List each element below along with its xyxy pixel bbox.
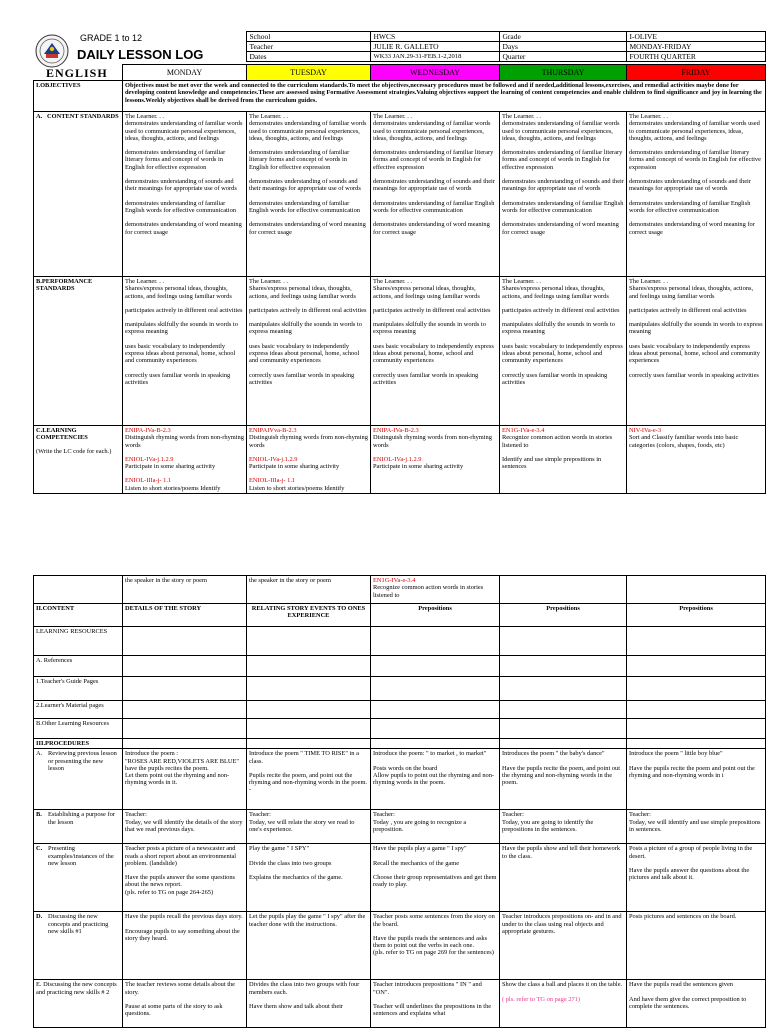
procedure-c-wednesday bbox=[371, 844, 500, 912]
lc-text: Recognize common action words in stories listened to bbox=[502, 434, 613, 449]
learner-text: The Learner. . . bbox=[502, 113, 542, 120]
standard-text: demonstrates understanding of familiar literary forms and concept of words in English for effective expression bbox=[125, 149, 226, 171]
teacher-label: Teacher bbox=[246, 42, 370, 52]
procedure-letter: C. bbox=[36, 845, 43, 853]
procedure-letter: A. bbox=[36, 750, 43, 758]
procedure-text: Teacher posts a picture of a newscaster and reads a short report about an environmental problem. (landslide) bbox=[125, 845, 237, 867]
procedure-title: Presenting examples/instances of the new lesson bbox=[48, 845, 114, 867]
standard-text: demonstrates understanding of sounds and their meanings for appropriate use of words bbox=[249, 178, 361, 193]
standard-text: correctly uses familiar words in speaking activities bbox=[125, 371, 231, 386]
learner-text: The Learner. . . bbox=[373, 278, 413, 285]
lc-code: ENIOL-IIIa-j- 1.1 bbox=[125, 477, 172, 485]
lc-text: Sort and Classify familiar words into basic categories (colors, shapes, foods, etc) bbox=[629, 434, 739, 449]
standard-text: Shares/express personal ideas, thoughts, actions, and feelings using familiar words bbox=[373, 285, 480, 300]
standard-text: correctly uses familiar words in speaking activities bbox=[373, 371, 479, 386]
procedure-text: ( pls. refer to TG on page 271) bbox=[502, 995, 580, 1003]
lc-code: EN1G-IVa-e-3.4 bbox=[502, 427, 545, 434]
content-standards-wednesday bbox=[371, 112, 500, 277]
procedure-text: - bbox=[249, 786, 252, 794]
day-tuesday: TUESDAY bbox=[247, 65, 371, 81]
standard-text: demonstrates understanding of familiar words used to communicate personal experiences, ideas, thoughts, actions, and feelings bbox=[629, 120, 760, 142]
learning-competencies-label bbox=[34, 426, 123, 494]
procedure-e-friday bbox=[627, 980, 766, 1028]
other-resources-label: B.Other Learning Resources bbox=[34, 719, 123, 739]
procedure-text: Posts pictures and sentences on the board. bbox=[629, 913, 737, 921]
procedure-text: Have the pupils recite the poem and point out the rhyming and non-rhyming words in i bbox=[629, 764, 755, 779]
learner-text: The Learner. . . bbox=[125, 113, 165, 120]
content-label: II.CONTENT bbox=[34, 604, 123, 627]
procedure-c-label bbox=[34, 844, 123, 912]
procedure-text: Introduce the poem: " to market , to market" bbox=[373, 750, 487, 758]
procedure-text: Teacher will underlines the prepositions in the sentences and explains what bbox=[373, 1002, 492, 1018]
standard-text: manipulates skilfully the sounds in words to express meaning bbox=[249, 321, 362, 336]
quarter-value: FOURTH QUARTER bbox=[626, 52, 765, 62]
objectives-text: Objectives must be met over the week and connected to the curriculum standards.To meet the objectives,necessary procedures must be followed and if needed,additional lessons,exercises, and remedial activities maybe done for developing content knowledge and competencies.These are assessed using Formative Assessment strategies.Valuing objectives support the learning of content competencies and enable children to find significance and joy in learning the lessons.Weekly objectives shall be derived from the curriculum guides. bbox=[123, 81, 766, 112]
procedure-letter: B. bbox=[36, 811, 42, 819]
procedure-b-friday bbox=[627, 810, 766, 844]
procedure-text: Have the pupils play a game " I spy" bbox=[373, 845, 467, 853]
procedure-text: Today, we will relate the story we read to one's experience. bbox=[249, 818, 355, 833]
learning-competencies-title: C.LEARNING COMPETENCIES bbox=[36, 427, 88, 442]
procedure-text: have the pupils recites the poem. bbox=[125, 764, 209, 772]
content-standards-friday bbox=[627, 112, 766, 277]
references-label: A. References bbox=[34, 656, 123, 677]
procedure-text: Teacher: bbox=[502, 811, 524, 819]
lc-code: EN1G-IVa-e-3.4 bbox=[373, 577, 416, 584]
standard-text: demonstrates understanding of familiar English words for effective communication bbox=[629, 199, 751, 214]
procedure-b-label bbox=[34, 810, 123, 844]
standard-text: manipulates skilfully the sounds in words to express meaning bbox=[502, 321, 615, 336]
procedure-e-wednesday bbox=[371, 980, 500, 1028]
dates-label: Dates bbox=[246, 52, 370, 62]
standard-text: demonstrates understanding of sounds and their meanings for appropriate use of words bbox=[373, 178, 495, 193]
procedure-text: Today, we will identify and use simple prepositions in sentences. bbox=[629, 818, 761, 833]
day-wednesday: WEDNESDAY bbox=[371, 65, 500, 81]
procedure-c-friday bbox=[627, 844, 766, 912]
procedure-e-tuesday bbox=[247, 980, 371, 1028]
teacher-value: JULIE R. GALLETO bbox=[370, 42, 499, 52]
document-title: DAILY LESSON LOG bbox=[77, 47, 204, 62]
days-label: Days bbox=[499, 42, 626, 52]
procedure-d-wednesday bbox=[371, 912, 500, 980]
standard-text: demonstrates understanding of sounds and their meanings for appropriate use of words bbox=[502, 178, 624, 193]
procedure-text: Have the pupils recite the poem, and point out the rhyming and non-rhyming words in the poem. bbox=[502, 764, 621, 787]
procedure-text: Show the class a ball and places it on the table. bbox=[502, 981, 623, 989]
content-tuesday: RELATING STORY EVENTS TO ONES EXPERIENCE bbox=[247, 604, 371, 627]
standard-text: demonstrates understanding of word meaning for correct usage bbox=[125, 221, 242, 236]
standard-text: demonstrates understanding of word meaning for correct usage bbox=[249, 221, 366, 236]
standard-text: demonstrates understanding of familiar literary forms and concept of words in English for effective expression bbox=[373, 149, 494, 171]
standard-text: demonstrates understanding of familiar English words for effective communication bbox=[373, 199, 495, 214]
procedure-b-wednesday bbox=[371, 810, 500, 844]
lc-continued-monday: the speaker in the story or poem bbox=[123, 576, 247, 604]
procedure-c-tuesday bbox=[247, 844, 371, 912]
procedure-text: Teacher introduces prepositions " IN " and "ON". bbox=[373, 981, 482, 996]
standard-text: demonstrates understanding of word meaning for correct usage bbox=[373, 221, 490, 236]
content-standards-letter: A. bbox=[36, 113, 43, 120]
procedure-d-monday bbox=[123, 912, 247, 980]
standard-text: demonstrates understanding of familiar literary forms and concept of words in English for effective expression bbox=[629, 149, 761, 171]
learning-competencies-wednesday bbox=[371, 426, 500, 494]
lc-code: ENIPA-IVa-B-2.3 bbox=[373, 427, 419, 434]
procedure-text: Play the game " I SPY" bbox=[249, 845, 310, 853]
performance-standards-friday bbox=[627, 277, 766, 426]
performance-standards-tuesday bbox=[247, 277, 371, 426]
procedure-text: The teacher reviews some details about the story. bbox=[125, 981, 236, 996]
grade-range: GRADE 1 to 12 bbox=[80, 33, 143, 43]
standard-text: Shares/express personal ideas, thoughts, actions, and feelings using familiar words bbox=[629, 285, 754, 300]
standard-text: Shares/express personal ideas, thoughts, actions, and feelings using familiar words bbox=[125, 285, 232, 300]
standard-text: demonstrates understanding of word meaning for correct usage bbox=[629, 221, 755, 236]
procedure-letter: D. bbox=[36, 913, 43, 921]
grade-label: Grade bbox=[499, 32, 626, 42]
standard-text: demonstrates understanding of familiar words used to communicate personal experiences, ideas, thoughts, actions, and feelings bbox=[502, 120, 620, 142]
procedure-text: Teacher: bbox=[249, 811, 271, 819]
procedure-text: Today, you are going to identify the prepositions in the sentences. bbox=[502, 818, 594, 833]
procedure-a-thursday bbox=[500, 749, 627, 810]
school-label: School bbox=[246, 32, 370, 42]
procedure-text: Posts a picture of a group of people living in the desert. bbox=[629, 845, 753, 860]
procedure-b-thursday bbox=[500, 810, 627, 844]
standard-text: uses basic vocabulary to independently express ideas about personal, home, school and community experiences bbox=[373, 342, 494, 365]
lc-text: Participate in some sharing activity bbox=[125, 463, 216, 471]
procedure-e-thursday bbox=[500, 980, 627, 1028]
header-info-table bbox=[33, 31, 766, 62]
learning-competencies-thursday bbox=[500, 426, 627, 494]
performance-standards-thursday bbox=[500, 277, 627, 426]
learner-text: The Learner. . . bbox=[249, 278, 289, 285]
standard-text: correctly uses familiar words in speaking activities bbox=[629, 371, 759, 379]
learner-text: The Learner. . . bbox=[373, 113, 413, 120]
standard-text: demonstrates understanding of familiar literary forms and concept of words in English for effective expression bbox=[502, 149, 623, 171]
procedure-b-tuesday bbox=[247, 810, 371, 844]
standard-text: uses basic vocabulary to independently express ideas about personal, home, school and community experiences bbox=[629, 342, 760, 365]
procedure-text: Introduce the poem " little boy blue" bbox=[629, 750, 723, 758]
lc-code: ENIOL-IVa-j.1.2.9 bbox=[125, 455, 174, 463]
standard-text: manipulates skilfully the sounds in words to express meaning bbox=[629, 321, 763, 336]
lc-text: Listen to short stories/poems Identify bbox=[125, 484, 221, 492]
procedure-text: Today, we will identify the details of the story that we read previous days. bbox=[125, 818, 243, 833]
procedure-d-thursday bbox=[500, 912, 627, 980]
procedure-text: Encourage pupils to say something about the story they heard. bbox=[125, 927, 240, 942]
content-wednesday: Prepositions bbox=[371, 604, 500, 627]
standard-text: participates actively in different oral activities bbox=[373, 306, 491, 314]
procedure-text: Have the pupils show and tell their homework to the class. bbox=[502, 845, 621, 860]
procedure-c-thursday bbox=[500, 844, 627, 912]
lc-text: Recognize common action words in stories listened to bbox=[373, 584, 484, 599]
grade-value: I-OLIVE bbox=[626, 32, 765, 42]
standard-text: demonstrates understanding of familiar words used to communicate personal experiences, ideas, thoughts, actions, and feelings bbox=[373, 120, 491, 142]
day-monday: MONDAY bbox=[123, 65, 247, 81]
procedure-c-monday bbox=[123, 844, 247, 912]
lc-text: Distinguish rhyming words from non-rhyming words bbox=[249, 434, 368, 449]
procedure-text: Introduces the poem " the baby's dance" bbox=[502, 750, 605, 758]
procedure-text: Have the pupils read the sentences given bbox=[629, 981, 733, 989]
objectives-label: I.OBJECTIVES bbox=[34, 81, 123, 112]
dates-value: WK33 JAN.29-31-FEB.1-2,2018 bbox=[370, 52, 499, 62]
procedure-d-label bbox=[34, 912, 123, 980]
standard-text: manipulates skilfully the sounds in words to express meaning bbox=[125, 321, 238, 336]
school-value: HWCS bbox=[370, 32, 499, 42]
lc-text: Distinguish rhyming words from non-rhyming words bbox=[125, 434, 244, 449]
procedure-text: Let them point out the rhyming and non-rhyming words in it. bbox=[125, 772, 230, 787]
lc-continued-wednesday bbox=[371, 576, 500, 604]
learning-competencies-friday bbox=[627, 426, 766, 494]
procedure-a-friday bbox=[627, 749, 766, 810]
lesson-table-page-one bbox=[33, 64, 766, 494]
content-standards-title: CONTENT STANDARDS bbox=[47, 113, 119, 120]
lc-text: Participate in some sharing activity bbox=[249, 463, 340, 471]
procedure-text: Teacher introduces prepositions on- and in and under to the class using real objects and appropriate gestures. bbox=[502, 913, 622, 935]
learner-text: The Learner. . . bbox=[502, 278, 542, 285]
procedures-label: III.PROCEDURES bbox=[34, 739, 123, 749]
standard-text: manipulates skilfully the sounds in words to express meaning bbox=[373, 321, 486, 336]
standard-text: uses basic vocabulary to independently express ideas about personal, home, school and community experiences bbox=[125, 342, 236, 365]
standard-text: correctly uses familiar words in speaking activities bbox=[249, 371, 355, 386]
procedure-title: Establishing a purpose for the lesson bbox=[48, 811, 115, 826]
procedure-text: Introduce the poem " TIME TO RISE" in a class. bbox=[249, 750, 359, 765]
learner-text: The Learner. . . bbox=[629, 113, 669, 120]
lc-text: Distinguish rhyming words from non-rhyming words bbox=[373, 434, 492, 449]
procedure-a-monday bbox=[123, 749, 247, 810]
content-standards-thursday bbox=[500, 112, 627, 277]
standard-text: participates actively in different oral activities bbox=[629, 306, 747, 314]
procedure-text: Teacher: bbox=[373, 811, 395, 819]
learning-competencies-monday bbox=[123, 426, 247, 494]
learning-resources-label: LEARNING RESOURCES bbox=[34, 627, 123, 656]
standard-text: participates actively in different oral activities bbox=[249, 306, 367, 314]
standard-text: participates actively in different oral activities bbox=[125, 306, 243, 314]
procedure-text: Teacher: bbox=[629, 811, 651, 819]
procedure-text: (pls. refer to TG on page 264-265) bbox=[125, 888, 214, 896]
day-friday: FRIDAY bbox=[627, 65, 766, 81]
procedure-text: Introduce the poem : bbox=[125, 750, 179, 758]
procedure-text: Have the pupils recall the previous days story. bbox=[125, 913, 243, 921]
standard-text: demonstrates understanding of familiar literary forms and concept of words in English for effective expression bbox=[249, 149, 350, 171]
standard-text: demonstrates understanding of familiar words used to communicate personal experiences, ideas, thoughts, actions, and feelings bbox=[249, 120, 367, 142]
procedure-e-label: E. Discussing the new concepts and practicing new skills # 2 bbox=[34, 980, 123, 1028]
content-thursday: Prepositions bbox=[500, 604, 627, 627]
subject-label: ENGLISH bbox=[46, 66, 108, 80]
procedure-text: Have them show and talk about their bbox=[249, 1002, 344, 1010]
standard-text: demonstrates understanding of familiar words used to communicate personal experiences, ideas, thoughts, actions, and feelings bbox=[125, 120, 243, 142]
standard-text: correctly uses familiar words in speaking activities bbox=[502, 371, 608, 386]
procedure-text: (pls. refer to TG on page 269 for the sentences) bbox=[373, 949, 494, 957]
learner-text: The Learner. . . bbox=[125, 278, 165, 285]
standard-text: uses basic vocabulary to independently express ideas about personal, home, school and community experiences bbox=[249, 342, 360, 365]
lc-code: ENIOL-IVa-j.1.2.9 bbox=[373, 455, 422, 463]
days-value: MONDAY-FRIDAY bbox=[626, 42, 765, 52]
procedure-text: Allow pupils to point out the rhyming and non-rhyming words in the poem. bbox=[373, 771, 495, 787]
content-monday: DETAILS OF THE STORY bbox=[123, 604, 247, 627]
standard-text: uses basic vocabulary to independently express ideas about personal, home, school and community experiences bbox=[502, 342, 623, 365]
page-two bbox=[0, 575, 768, 1024]
content-standards-tuesday bbox=[247, 112, 371, 277]
procedure-e-monday bbox=[123, 980, 247, 1028]
learner-text: The Learner. . . bbox=[249, 113, 289, 120]
day-thursday: THURSDAY bbox=[500, 65, 627, 81]
content-standards-label bbox=[34, 112, 123, 277]
procedure-text: Divides the class into two groups with four members each. bbox=[249, 981, 360, 996]
procedure-b-monday bbox=[123, 810, 247, 844]
standard-text: demonstrates understanding of familiar English words for effective communication bbox=[249, 199, 360, 214]
standard-text: demonstrates understanding of familiar English words for effective communication bbox=[125, 199, 236, 214]
learners-material-label: 2.Learner's Material pages bbox=[34, 701, 123, 719]
procedure-d-friday bbox=[627, 912, 766, 980]
procedure-d-tuesday bbox=[247, 912, 371, 980]
lesson-table-page-two bbox=[33, 575, 766, 1028]
procedure-text: And have them give the correct preposition to complete the sentences. bbox=[629, 995, 747, 1010]
lc-code: ENIPAIVva-B-2.3 bbox=[249, 427, 297, 434]
performance-standards-wednesday bbox=[371, 277, 500, 426]
lc-code: ENIOL-IVa-j.1.2.9 bbox=[249, 455, 298, 463]
procedure-text: Have the pupils answer the some questions about the news report. bbox=[125, 874, 236, 889]
procedure-a-label bbox=[34, 749, 123, 810]
standard-text: Shares/express personal ideas, thoughts, actions, and feelings using familiar words bbox=[249, 285, 356, 300]
lc-code: ENIOL-IIIa-j- 1.1 bbox=[249, 477, 296, 485]
lc-text: Participate in some sharing activity bbox=[373, 463, 464, 471]
lc-code: NIV-IVa-e-3 bbox=[629, 427, 662, 434]
procedure-text: Have the pupils answer the questions about the pictures and talk about it. bbox=[629, 866, 750, 882]
content-friday: Prepositions bbox=[627, 604, 766, 627]
procedure-text: Explains the mechanics of the game. bbox=[249, 873, 343, 881]
procedure-text: Have the pupils reads the sentences and asks them to point out the verbs in each one. bbox=[373, 934, 488, 950]
standard-text: demonstrates understanding of sounds and their meanings for appropriate use of words bbox=[629, 178, 751, 193]
content-standards-monday bbox=[123, 112, 247, 277]
learning-competencies-tuesday bbox=[247, 426, 371, 494]
teachers-guide-label: 1.Teacher's Guide Pages bbox=[34, 677, 123, 701]
standard-text: demonstrates understanding of word meaning for correct usage bbox=[502, 221, 619, 236]
standard-text: demonstrates understanding of familiar English words for effective communication bbox=[502, 199, 624, 214]
procedure-text: Recall the mechanics of the game bbox=[373, 859, 460, 867]
learner-text: The Learner. . . bbox=[629, 278, 669, 285]
lc-code: ENIPA-IVa-B-2.3 bbox=[125, 427, 171, 434]
lc-continued-tuesday: the speaker in the story or poem bbox=[247, 576, 371, 604]
procedure-text: Choose their group representatives and get them ready to play. bbox=[373, 873, 497, 889]
procedure-text: Let the pupils play the game " I spy" after the teacher done with the instructions. bbox=[249, 913, 366, 928]
procedure-text: Divide the class into two groups bbox=[249, 859, 332, 867]
standard-text: demonstrates understanding of sounds and their meanings for appropriate use of words bbox=[125, 178, 237, 193]
procedure-text: Posts words on the board bbox=[373, 764, 438, 772]
procedure-text: Teacher posts some sentences from the story on the board. bbox=[373, 913, 495, 928]
performance-standards-monday bbox=[123, 277, 247, 426]
learning-competencies-note: (Write the LC code for each.) bbox=[36, 447, 112, 455]
procedure-text: "ROSES ARE RED,VIOLETS ARE BLUE" bbox=[125, 757, 240, 765]
quarter-label: Quarter bbox=[499, 52, 626, 62]
procedure-title: Discussing the new concepts and practicing new skills #1 bbox=[48, 913, 109, 935]
procedure-text: Pause at some parts of the story to ask questions. bbox=[125, 1002, 223, 1018]
performance-standards-label: B.PERFORMANCE STANDARDS bbox=[34, 277, 123, 426]
lc-text: Listen to short stories/poems Identify bbox=[249, 484, 345, 492]
procedure-text: Pupils recite the poem, and point out the rhyming and non-rhyming words in the poem. bbox=[249, 771, 368, 787]
procedure-text: Today , you are going to recognize a preposition. bbox=[373, 818, 467, 833]
procedure-text: Teacher: bbox=[125, 811, 147, 819]
lc-text: Identify and use simple prepositions in sentences bbox=[502, 455, 602, 471]
standard-text: Shares/express personal ideas, thoughts, actions, and feelings using familiar words bbox=[502, 285, 609, 300]
procedure-title: Reviewing previous lesson or presenting the new lesson bbox=[48, 750, 117, 772]
procedure-a-wednesday bbox=[371, 749, 500, 810]
procedure-a-tuesday bbox=[247, 749, 371, 810]
standard-text: participates actively in different oral activities bbox=[502, 306, 620, 314]
